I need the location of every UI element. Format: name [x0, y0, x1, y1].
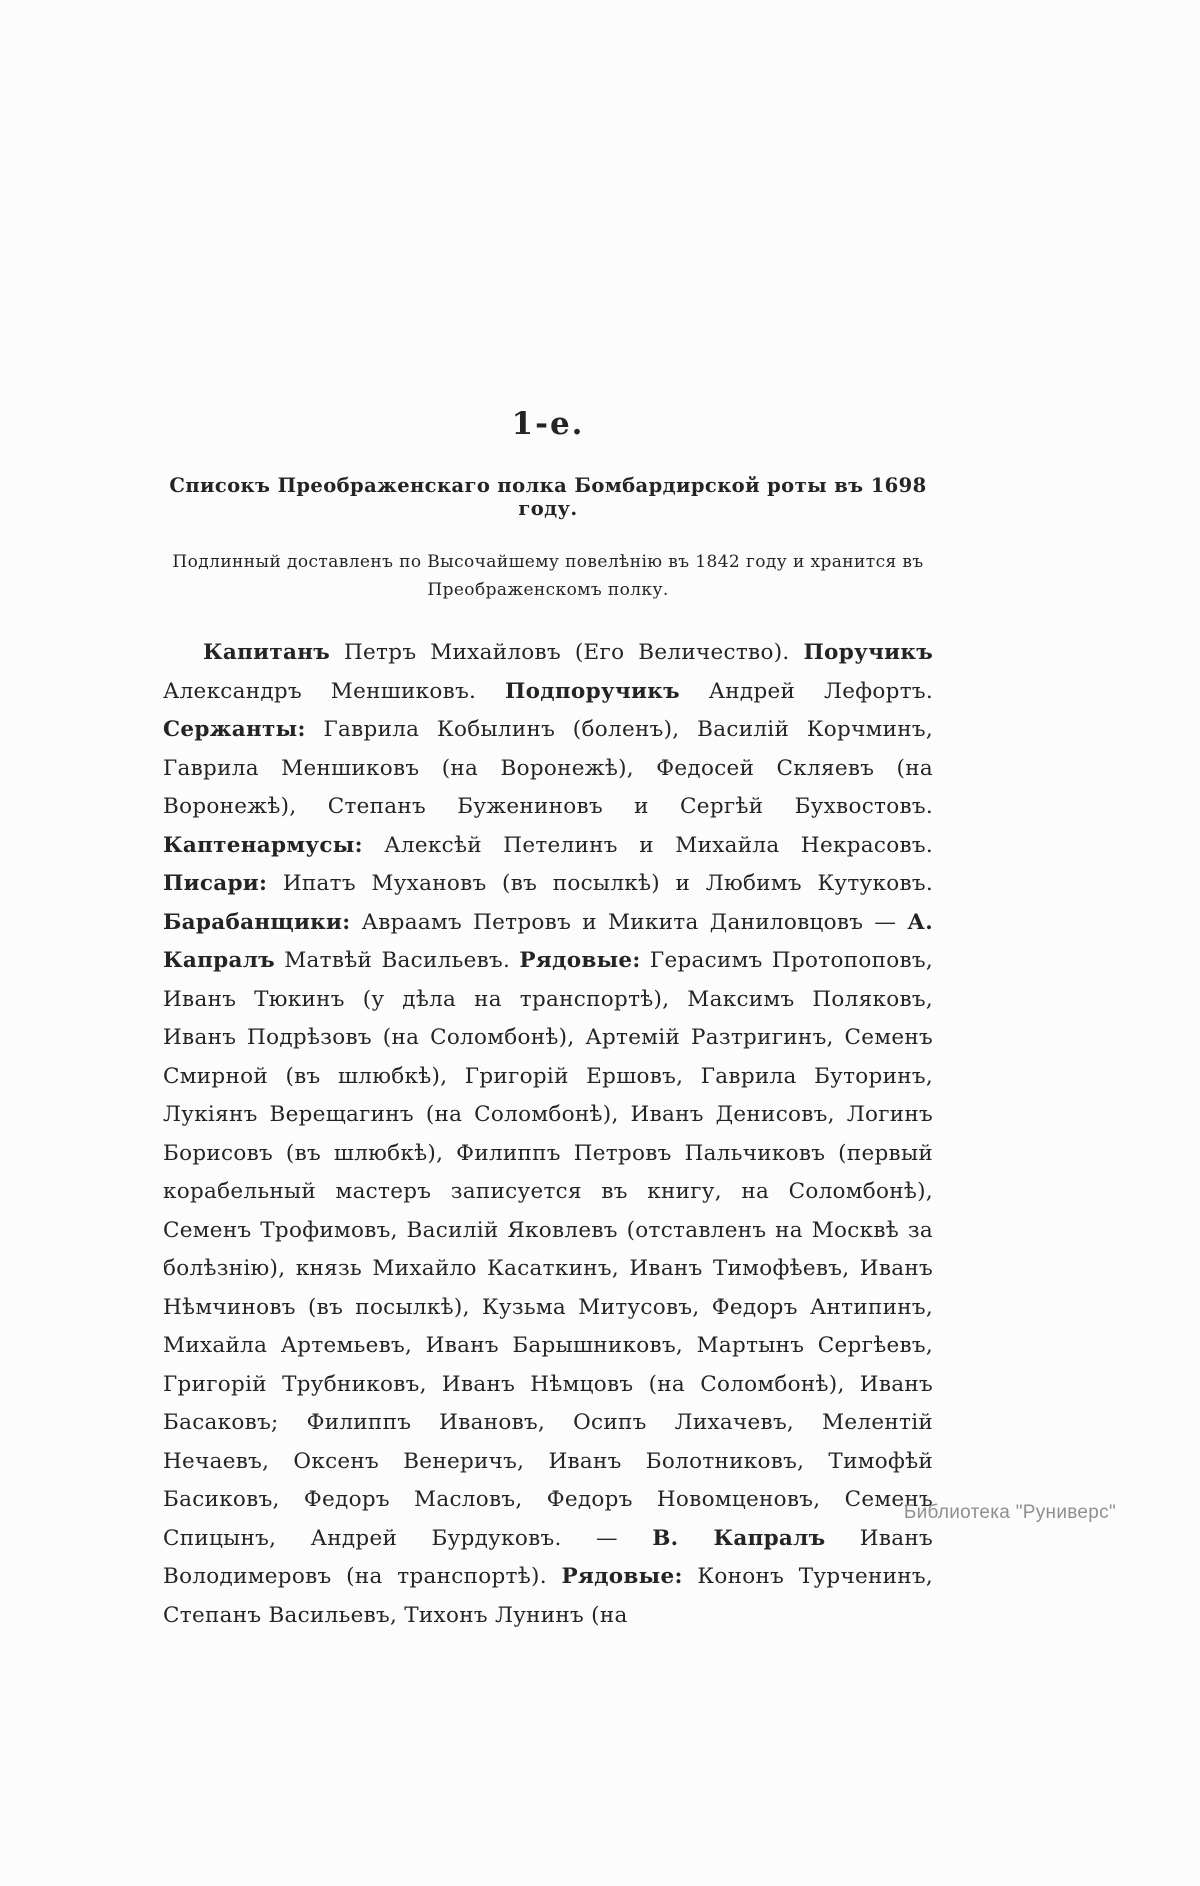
document-title: Списокъ Преображенскаго полка Бомбардирской роты въ 1698 году.	[169, 474, 927, 520]
text-column	[163, 406, 933, 1635]
section-number-heading: 1-е.	[511, 406, 585, 442]
body-paragraph: Капитанъ Петръ Михайловъ (Его Величество). Поручикъ Александръ Меншиковъ. Подпоручикъ Андрей Лефортъ. Сержанты: Гаврила Кобылинъ (боленъ), Василій Корчминъ, Гаврила Меншиковъ (на Воронежѣ), Федосей Скляевъ (на Воронежѣ), Степанъ Бужениновъ и Сергѣй Бухвостовъ. Каптенармусы: Алексѣй Петелинъ и Михайла Некрасовъ. Писари: Ипатъ Мухановъ (въ посылкѣ) и Любимъ Кутуковъ. Барабанщики: Авраамъ Петровъ и Микита Даниловцовъ — А. Капралъ Матвѣй Васильевъ. Рядовые: Герасимъ Протопоповъ, Иванъ Тюкинъ (у дѣла на транспортѣ), Максимъ Поляковъ, Иванъ Подрѣзовъ (на Соломбонѣ), Артемій Разтригинъ, Семенъ Смирной (въ шлюбкѣ), Григорій Ершовъ, Гаврила Буторинъ, Лукіянъ Верещагинъ (на Соломбонѣ), Иванъ Денисовъ, Логинъ Борисовъ (въ шлюбкѣ), Филиппъ Петровъ Пальчиковъ (первый корабельный мастеръ записуется въ книгу, на Соломбонѣ), Семенъ Трофимовъ, Василій Яковлевъ (отставленъ на Москвѣ за болѣзнію), князь Михайло Касаткинъ, Иванъ Тимофѣевъ, Иванъ Нѣмчиновъ (въ посылкѣ), Кузьма Митусовъ, Федоръ Антипинъ, Михайла Артемьевъ, Иванъ Барышниковъ, Мартынъ Сергѣевъ, Григорій Трубниковъ, Иванъ Нѣмцовъ (на Соломбонѣ), Иванъ Басаковъ; Филиппъ Ивановъ, Осипъ Лихачевъ, Мелентій Нечаевъ, Оксенъ Венеричъ, Иванъ Болотниковъ, Тимофѣй Басиковъ, Федоръ Масловъ, Федоръ Новомценовъ, Семенъ Спицынъ, Андрей Бурдуковъ. — В. Капралъ Иванъ Володимеровъ (на транспортѣ). Рядовые: Кононъ Турченинъ, Степанъ Васильевъ, Тихонъ Лунинъ (на	[163, 640, 934, 1628]
document-subtitle: Подлинный доставленъ по Высочайшему повелѣнію въ 1842 году и хранится въ Преображенскомъ полку.	[172, 552, 924, 600]
library-watermark: Библиотека "Руниверс"	[903, 1502, 1116, 1523]
